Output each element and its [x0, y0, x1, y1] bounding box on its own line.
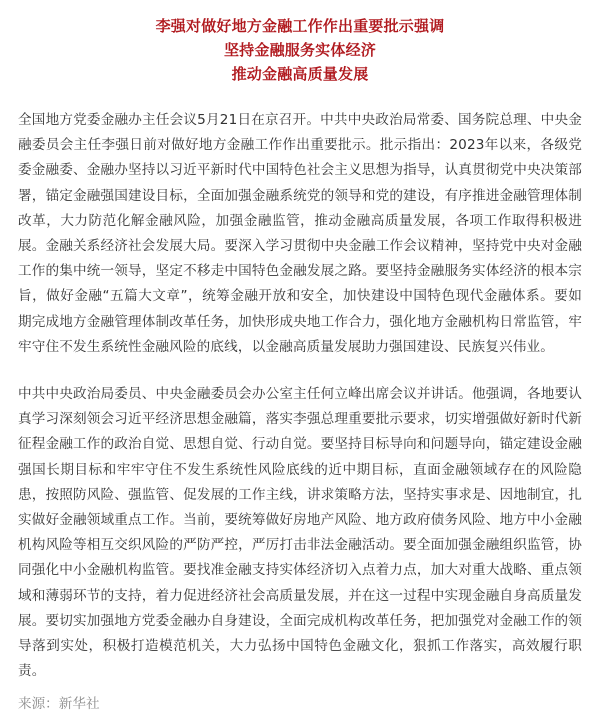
article-paragraph-1: 全国地方党委金融办主任会议5月21日在京召开。中共中央政治局常委、国务院总理、中央金融委员会主任李强日前对做好地方金融工作作出重要批示。批示指出：2023年以来，各级党委金融委、金融办坚持以习近平新时代中国特色社会主义思想为指导，认真贯彻党中央决策部署，锚定金融强国建设目标，全面加强金融系统党的领导和党的建设，有序推进金融管理体制改革，大力防范化解金融风险，加强金融监管，推动金融高质量发展，各项工作取得积极进展。金融关系经济社会发展大局。要深入学习贯彻中央金融工作会议精神，坚持党中央对金融工作的集中统一领导，坚定不移走中国特色金融发展之路。要坚持金融服务实体经济的根本宗旨，做好金融“五篇大文章”，统筹金融开放和安全，加快建设中国特色现代金融体系。要如期完成地方金融管理体制改革任务，加快形成央地工作合力，强化地方金融机构日常监管，牢牢守住不发生系统性金融风险的底线，以金融高质量发展助力强国建设、民族复兴伟业。 — [18, 112, 582, 355]
article-source: 来源：新华社 — [18, 696, 100, 713]
title-line-2: 坚持金融服务实体经济 — [223, 41, 376, 59]
title-line-3: 推动金融高质量发展 — [231, 65, 369, 83]
article-title — [18, 14, 582, 86]
article-paragraph-2: 中共中央政治局委员、中央金融委员会办公室主任何立峰出席会议并讲话。他强调，各地要认真学习深刻领会习近平经济思想金融篇，落实李强总理重要批示要求，切实增强做好新时代新征程金融工作的政治自觉、思想自觉、行动自觉。要坚持目标导向和问题导向，锚定建设金融强国长期目标和牢牢守住不发生系统性风险底线的近中期目标，直面金融领域存在的风险隐患，按照防风险、强监管、促发展的工作主线，讲求策略方法，坚持实事求是、因地制宜，扎实做好金融领域重点工作。当前，要统筹做好房地产风险、地方政府债务风险、地方中小金融机构风险等相互交织风险的严防严控，严厉打击非法金融活动。要全面加强金融组织监管，协同强化中小金融机构监管。要找准金融支持实体经济切入点着力点，加大对重大战略、重点领域和薄弱环节的支持，着力促进经济社会高质量发展，并在这一过程中实现金融自身高质量发展。要切实加强地方党委金融办自身建设，全面完成机构改革任务，把加强党对金融工作的领导落到实处，积极打造模范机关，大力弘扬中国特色金融文化，狠抓工作落实，高效履行职责。 — [18, 386, 582, 680]
title-line-1: 李强对做好地方金融工作作出重要批示强调 — [155, 17, 445, 35]
